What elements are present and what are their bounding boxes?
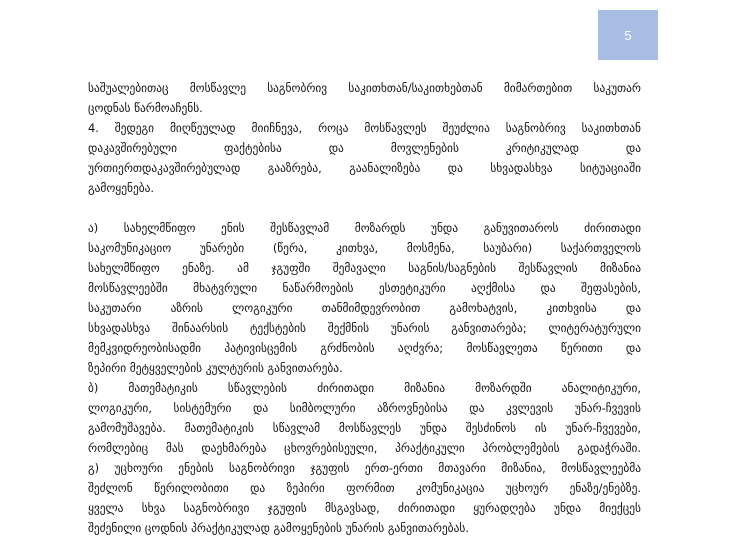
- document-body: [88, 78, 641, 538]
- text-line: სახელმწიფო ენაზე. ამ ჯგუფში შემავალი საგნის/საგნების შესწავლის მიზანია: [88, 261, 641, 275]
- text-line: ყველა სხვა საგნობრივი ჯგუფის მსგავსად, ძირითადი ყურადღება უნდა მიექცეს: [88, 501, 641, 515]
- text-line: 4. შედეგი მიღწეულად მიიჩნევა, როცა მოსწავლეს შეუძლია საგნობრივ საკითხთან: [88, 121, 641, 135]
- text-line: საკუთარი აზრის ლოგიკური თანმიმდევრობით გამოხატვის, კითხვისა და: [88, 301, 641, 315]
- text-line: შეძლონ წერილობითი და ზეპირი ფორმით კომუნიკაცია უცხოურ ენაზე/ენებზე.: [88, 481, 641, 495]
- text-line: ცოდნას წარმოაჩენს.: [88, 101, 203, 115]
- text-line: შეძენილი ცოდნის პრაქტიკულად გამოყენების უნარის განვითარებას.: [88, 521, 469, 535]
- text-line: საკომუნიკაციო უნარები (წერა, კითხვა, მოსმენა, საუბარი) საქართველოს: [88, 241, 641, 255]
- text-line: ა) სახელმწიფო ენის შესწავლამ მოზარდს უნდა განუვითაროს ძირითადი: [88, 221, 641, 235]
- text-line: ბ) მათემატიკის სწავლების ძირითადი მიზანია მოზარდში ანალიტიკური,: [88, 381, 641, 395]
- text-line: დაკავშირებული ფაქტებისა და მოვლენების კრიტიკულად და: [88, 141, 641, 155]
- paragraph-gap: [88, 198, 641, 218]
- text-line: საშუალებითაც მოსწავლე საგნობრივ საკითხთან/საკითხებთან მიმართებით საკუთარ: [88, 81, 641, 95]
- text-line: ზეპირი მეტყველების კულტურის განვითარება.: [88, 361, 343, 375]
- text-line: მოსწავლეებში მხატვრული ნაწარმოების ესთეტიკური აღქმისა და შეფასების,: [88, 281, 641, 295]
- text-line: რომლებიც მას დაეხმარება ცხოვრებისეული, პრაქტიკული პრობლემების გადაჭრაში.: [88, 441, 641, 455]
- text-line: გ) უცხოური ენების საგნობრივი ჯგუფის ერთ-ერთი მთავარი მიზანია, მოსწავლეებმა: [88, 461, 641, 475]
- page-number: 5: [624, 27, 632, 43]
- text-line: გამომუშავება. მათემატიკის სწავლამ მოსწავლეს უნდა შესძინოს ის უნარ-ჩვევები,: [88, 421, 641, 435]
- page-number-box: [598, 10, 658, 60]
- text-line: მემკვიდრეობისადმი პატივისცემის გრძნობის აღძვრა; მოსწავლეთა წერითი და: [88, 341, 641, 355]
- text-line: სხვადასხვა შინაარსის ტექსტების შექმნის უნარის განვითარება; ლიტერატურული: [88, 321, 641, 335]
- text-line: ლოგიკური, სისტემური და სიმბოლური აზროვნებისა და კვლევის უნარ-ჩვევის: [88, 401, 641, 415]
- text-line: გამოყენება.: [88, 181, 155, 195]
- text-line: ურთიერთდაკავშირებულად გააზრება, გაანალიზება და სხვადასხვა სიტუაციაში: [88, 161, 641, 175]
